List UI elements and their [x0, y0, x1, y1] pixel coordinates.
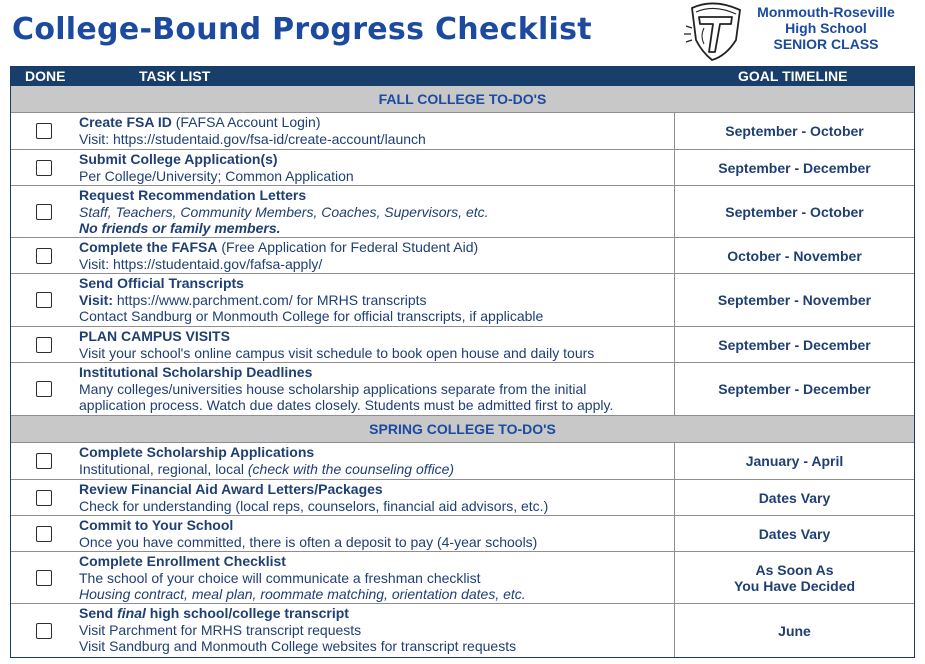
- task-title: Complete the FAFSA: [79, 239, 218, 255]
- task-description: [77, 604, 675, 657]
- task-description: [77, 327, 675, 362]
- task-title: Request Recommendation Letters: [79, 187, 307, 203]
- checklist-table: [10, 66, 915, 658]
- task-description: [77, 113, 675, 149]
- task-title-italic: final: [117, 605, 146, 621]
- task-checkbox[interactable]: [36, 160, 52, 176]
- task-detail: Contact Sandburg or Monmouth College for official transcripts, if applicable: [79, 308, 544, 324]
- goal-timeline: [675, 113, 914, 149]
- task-row: [11, 480, 914, 516]
- task-row: [11, 604, 914, 657]
- goal-timeline: [675, 327, 914, 362]
- goal-timeline: [675, 238, 914, 273]
- task-checkbox[interactable]: [36, 570, 52, 586]
- task-row: [11, 516, 914, 552]
- task-detail-italic: (check with the counseling office): [247, 460, 455, 477]
- goal-timeline: [675, 186, 914, 237]
- task-detail: Many colleges/universities house scholarship applications separate from the initial: [79, 380, 587, 397]
- goal-timeline: [675, 552, 914, 603]
- task-detail: Staff, Teachers, Community Members, Coaches, Supervisors, etc.: [79, 203, 489, 220]
- task-title: Submit College Application(s): [79, 151, 278, 167]
- table-header: [11, 67, 914, 86]
- goal-timeline-text: September - November: [717, 292, 872, 308]
- task-row: [11, 186, 914, 238]
- section-header-spring: SPRING COLLEGE TO-DO'S: [11, 416, 914, 443]
- task-title-suffix: (Free Application for Federal Student Aid): [217, 239, 479, 255]
- task-title: Review Financial Aid Award Letters/Packages: [79, 481, 383, 497]
- school-name-line-1: Monmouth-Roseville: [757, 4, 895, 20]
- task-description: [77, 516, 675, 551]
- task-detail: Visit your school's online campus visit schedule to book open house and daily tours: [79, 344, 595, 361]
- goal-timeline: [675, 443, 914, 479]
- school-name-line-3: SENIOR CLASS: [773, 36, 879, 52]
- task-title: PLAN CAMPUS VISITS: [79, 328, 230, 344]
- goal-timeline: [675, 604, 914, 657]
- goal-timeline: [675, 274, 914, 326]
- task-detail: Visit: https://studentaid.gov/fafsa-apply/: [79, 255, 323, 272]
- task-description: [77, 186, 675, 237]
- task-title: Complete Enrollment Checklist: [79, 553, 286, 569]
- task-title-suffix: (FAFSA Account Login): [171, 114, 321, 130]
- task-row: [11, 363, 914, 416]
- task-detail: Visit: https://studentaid.gov/fsa-id/create-account/launch: [79, 130, 426, 147]
- task-description: [77, 480, 675, 515]
- task-detail-italic: Housing contract, meal plan, roommate matching, orientation dates, etc.: [79, 586, 526, 602]
- task-row: [11, 274, 914, 327]
- goal-timeline: [675, 150, 914, 185]
- task-checkbox[interactable]: [36, 623, 52, 639]
- task-description: [77, 238, 675, 273]
- task-detail: Once you have committed, there is often a deposit to pay (4-year schools): [79, 533, 538, 550]
- task-title: Commit to Your School: [79, 517, 234, 533]
- visit-text: https://www.parchment.com/ for MRHS transcripts: [112, 291, 427, 308]
- task-title-line: [79, 239, 670, 256]
- task-title: Send Official Transcripts: [79, 275, 244, 291]
- task-title-post: high school/college transcript: [145, 605, 349, 621]
- section-header-fall: FALL COLLEGE TO-DO'S: [11, 86, 914, 113]
- task-checkbox[interactable]: [36, 292, 52, 308]
- goal-timeline-text: September - October: [725, 203, 864, 220]
- task-title: [79, 605, 670, 622]
- column-header-goal: GOAL TIMELINE: [738, 68, 848, 84]
- school-logo-icon: [682, 0, 746, 62]
- goal-timeline-text: Dates Vary: [758, 525, 831, 542]
- task-detail: Visit Parchment for MRHS transcript requests: [79, 621, 362, 638]
- school-name-line-2: High School: [785, 20, 867, 36]
- task-detail-visit: [79, 292, 670, 309]
- task-description: [77, 443, 675, 479]
- task-title-pre: Send: [79, 605, 118, 621]
- goal-timeline-text: September - December: [718, 336, 871, 353]
- task-detail: The school of your choice will communicate a freshman checklist: [79, 569, 481, 586]
- task-description: [77, 274, 675, 326]
- goal-timeline-text: September - December: [718, 381, 871, 397]
- task-row: [11, 327, 914, 363]
- page-title: College-Bound Progress Checklist: [12, 12, 592, 47]
- task-title: Complete Scholarship Applications: [79, 444, 315, 460]
- task-detail: application process. Watch due dates closely. Students must be admitted first to apply.: [79, 397, 614, 413]
- task-title-line: [79, 114, 670, 131]
- goal-timeline-text: September - October: [725, 123, 864, 139]
- school-name: [740, 4, 912, 52]
- goal-timeline: [675, 480, 914, 515]
- task-description: [77, 150, 675, 185]
- goal-timeline-text: September - December: [718, 159, 871, 176]
- task-checkbox[interactable]: [36, 337, 52, 353]
- column-header-done: DONE: [25, 68, 66, 84]
- task-checkbox[interactable]: [36, 453, 52, 469]
- task-row: [11, 113, 914, 150]
- task-detail: Institutional, regional, local: [79, 460, 248, 477]
- goal-timeline-text: Dates Vary: [758, 489, 831, 506]
- goal-timeline-text: As Soon As: [755, 561, 834, 578]
- task-row: [11, 552, 914, 604]
- task-checkbox[interactable]: [36, 490, 52, 506]
- task-detail: Visit Sandburg and Monmouth College websites for transcript requests: [79, 638, 517, 654]
- task-checkbox[interactable]: [36, 526, 52, 542]
- goal-timeline-text: June: [778, 622, 811, 639]
- task-title: Create FSA ID: [79, 114, 172, 130]
- task-description: [77, 552, 675, 603]
- task-detail: Check for understanding (local reps, counselors, financial aid advisors, etc.): [79, 497, 549, 514]
- goal-timeline-text: You Have Decided: [733, 577, 856, 594]
- task-checkbox[interactable]: [36, 123, 52, 139]
- task-description: [77, 363, 675, 415]
- task-detail: Per College/University; Common Application: [79, 167, 354, 184]
- column-header-task: TASK LIST: [139, 68, 211, 84]
- task-row: [11, 238, 914, 274]
- goal-timeline: [675, 363, 914, 415]
- task-row: [11, 150, 914, 186]
- task-row: [11, 443, 914, 480]
- goal-timeline-text: January - April: [745, 453, 844, 469]
- visit-label: Visit:: [79, 291, 113, 308]
- goal-timeline: [675, 516, 914, 551]
- goal-timeline-text: October - November: [727, 247, 862, 264]
- task-detail-line: [79, 461, 670, 478]
- task-checkbox[interactable]: [36, 204, 52, 220]
- task-note: No friends or family members.: [79, 220, 281, 236]
- task-checkbox[interactable]: [36, 381, 52, 397]
- task-title: Institutional Scholarship Deadlines: [79, 364, 313, 380]
- task-checkbox[interactable]: [36, 248, 52, 264]
